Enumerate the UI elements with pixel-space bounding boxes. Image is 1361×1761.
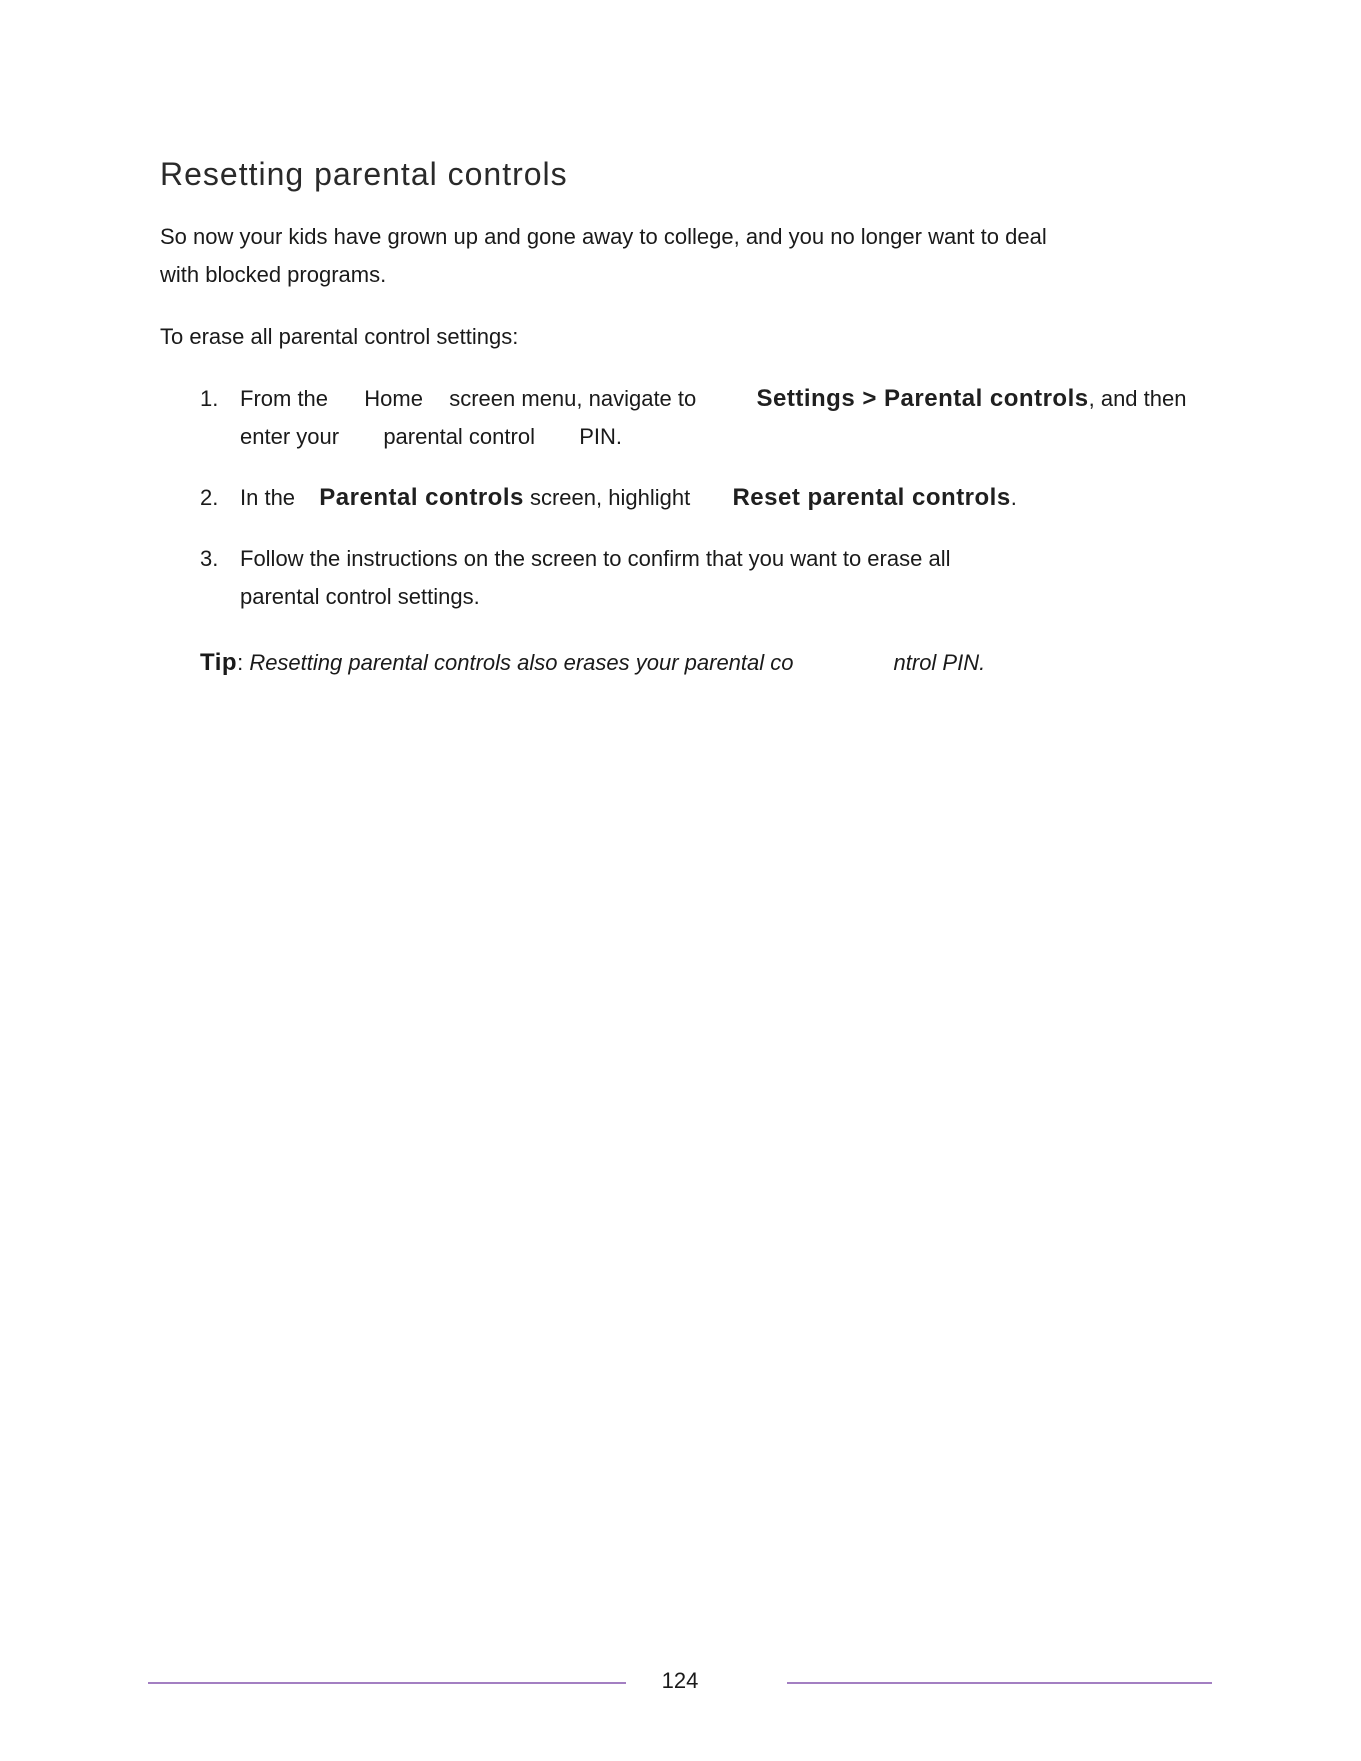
step-1 xyxy=(200,380,1200,456)
reset-parental-controls-term: Reset parental controls xyxy=(732,484,1011,511)
footer-rule-left xyxy=(148,1682,626,1684)
steps-list xyxy=(200,380,1200,639)
page-number: 124 xyxy=(661,1668,699,1693)
step-text: parental control xyxy=(383,424,535,449)
step-text: screen menu, navigate to xyxy=(449,386,697,411)
step-2 xyxy=(200,479,1200,517)
step-number: 2. xyxy=(200,485,219,510)
tip-label: Tip xyxy=(200,649,238,676)
tip-text: Resetting parental controls also erases your parental co xyxy=(249,650,794,675)
intro-paragraph: So now your kids have grown up and gone away to college, and you no longer want to deal with blocked programs. xyxy=(160,224,1047,287)
step-text: , and then enter your xyxy=(240,386,1187,449)
step-text: From the xyxy=(240,386,329,411)
step-text: . xyxy=(1010,485,1017,510)
section-heading: Resetting parental controls xyxy=(160,156,568,192)
tip-text-end: ntrol PIN. xyxy=(893,650,986,675)
lead-in-text: To erase all parental control settings: xyxy=(160,324,519,349)
step-text: PIN. xyxy=(579,424,623,449)
parental-controls-term: Parental controls xyxy=(319,484,524,511)
step-number: 3. xyxy=(200,546,219,571)
settings-path: Settings > Parental controls xyxy=(756,385,1089,412)
footer-rule-right xyxy=(787,1682,1212,1684)
step-text: Follow the instructions on the screen to confirm that you want to erase all parental control settings. xyxy=(240,546,951,609)
step-3 xyxy=(200,540,1200,616)
step-text: screen, highlight xyxy=(529,485,691,510)
home-term: Home xyxy=(364,386,423,411)
step-text: In the xyxy=(240,485,296,510)
tip-note xyxy=(200,644,985,682)
step-number: 1. xyxy=(200,386,219,411)
tip-colon: : xyxy=(237,650,244,675)
